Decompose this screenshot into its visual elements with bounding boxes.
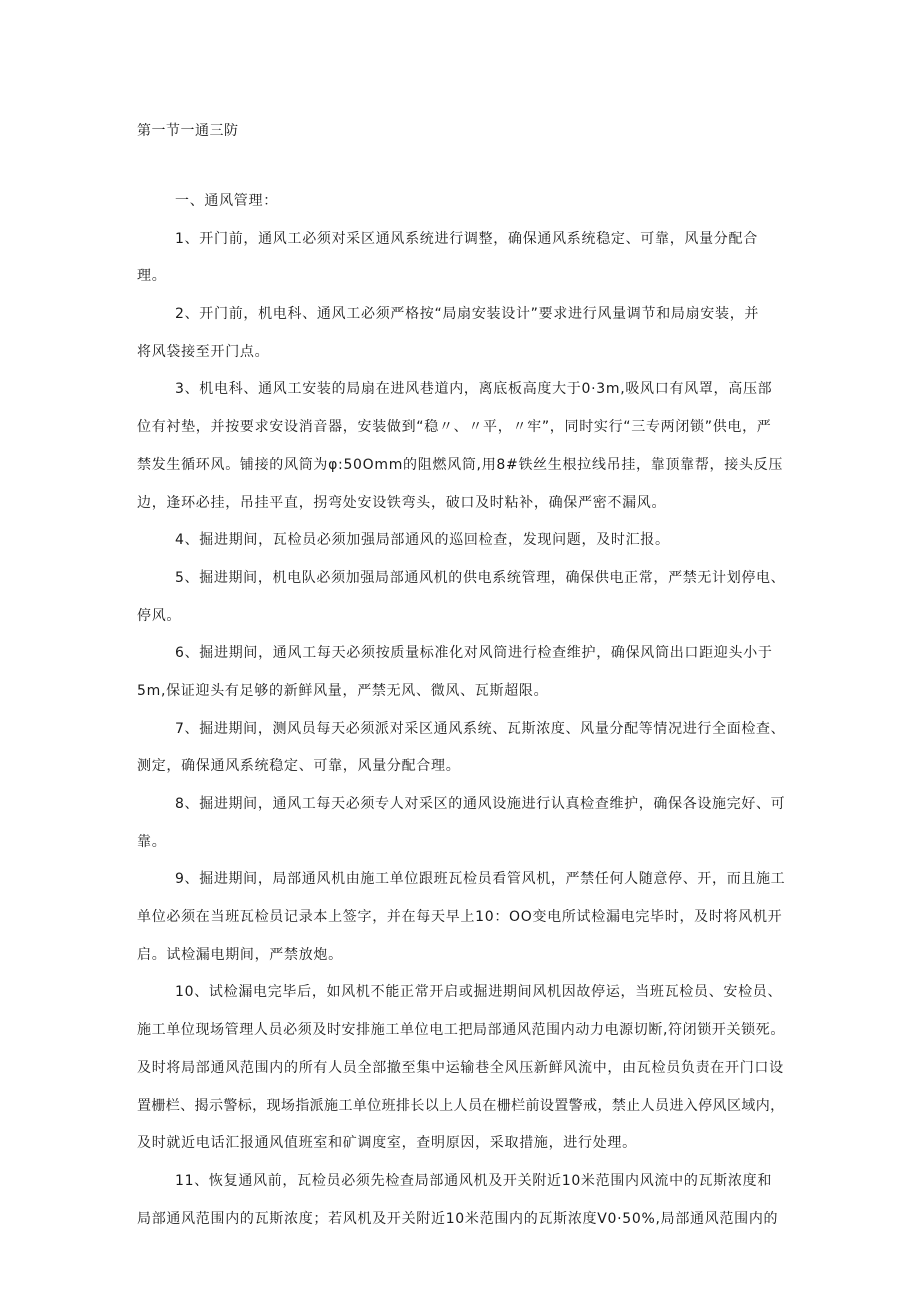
text-line: 位有衬垫，并按要求安设消音器，安装做到“稳〃、〃平，〃牢”，同时实行“三专两闭锁”供电，严 — [137, 419, 772, 436]
text-line: 置栅栏、揭示警标，现场指派施工单位班排长以上人员在栅栏前设置警戒，禁止人员进入停风区域内， — [137, 1097, 785, 1114]
text-line: 10、试检漏电完毕后，如风机不能正常开启或掘进期间风机因故停运，当班瓦检员、安检员、 — [175, 984, 783, 1001]
text-line: 靠。 — [137, 833, 167, 850]
text-line: 单位必须在当班瓦检员记录本上签字，并在每天早上10：OO变电所试检漏电完毕时，及时将风机开 — [137, 909, 783, 926]
document-body — [137, 183, 785, 1238]
text-line: 停风。 — [137, 607, 182, 624]
text-line: 5、掘进期间，机电队必须加强局部通风机的供电系统管理，确保供电正常，严禁无计划停电、 — [175, 569, 786, 586]
text-line: 理。 — [137, 268, 167, 285]
text-line: 启。试检漏电期间，严禁放炮。 — [137, 946, 343, 963]
text-line: 将风袋接至开门点。 — [137, 343, 270, 360]
text-line: 7、掘进期间，测风员每天必须派对采区通风系统、瓦斯浓度、风量分配等情况进行全面检查、 — [175, 720, 786, 737]
text-line: 3、机电科、通风工安装的局扇在进风巷道内，离底板高度大于0·3m,吸风口有风罩，高压部 — [175, 381, 773, 398]
text-line: 局部通风范围内的瓦斯浓度；若风机及开关附近10米范围内的瓦斯浓度V0·50%,局部通风范围内的 — [137, 1210, 779, 1227]
text-line: 1、开门前，通风工必须对采区通风系统进行调整，确保通风系统稳定、可靠，风量分配合 — [175, 230, 758, 247]
text-line: 测定，确保通风系统稳定、可靠，风量分配合理。 — [137, 758, 461, 775]
text-line: 4、掘进期间，瓦检员必须加强局部通风的巡回检查，发现问题，及时汇报。 — [175, 532, 670, 549]
text-line: 2、开门前，机电科、通风工必须严格按“局扇安装设计”要求进行风量调节和局扇安装，并 — [175, 306, 760, 323]
text-line: 8、掘进期间，通风工每天必须专人对采区的通风设施进行认真检查维护，确保各设施完好、可 — [175, 796, 786, 812]
text-line: 6、掘进期间，通风工每天必须按质量标准化对风筒进行检查维护，确保风筒出口距迎头小于 — [175, 645, 773, 662]
text-line: 一、通风管理： — [175, 193, 278, 209]
text-line: 11、恢复通风前，瓦检员必须先检查局部通风机及开关附近10米范围内风流中的瓦斯浓度和 — [175, 1172, 773, 1189]
section-title: 第一节一通三防 — [137, 123, 239, 139]
text-line: 9、掘进期间，局部通风机由施工单位跟班瓦检员看管风机，严禁任何人随意停、开，而且施工 — [175, 871, 786, 888]
text-line: 禁发生循环风。铺接的风筒为φ:50Omm的阻燃风筒,用8#铁丝生根拉线吊挂，靠顶靠帮，接头反压 — [137, 456, 784, 473]
text-line: 边，逢环必挂，吊挂平直，拐弯处安设铁弯头，破口及时粘补，确保严密不漏风。 — [137, 494, 667, 511]
text-line: 施工单位现场管理人员必须及时安排施工单位电工把局部通风范围内动力电源切断,符闭锁开关锁死。 — [137, 1022, 785, 1039]
text-line: 5m,保证迎头有足够的新鲜风量，严禁无风、微风、瓦斯超限。 — [137, 682, 549, 699]
text-line: 及时将局部通风范围内的所有人员全部撤至集中运输巷全风压新鲜风流中，由瓦检员负责在开门口设 — [137, 1059, 784, 1076]
text-line: 及时就近电话汇报通风值班室和矿调度室，查明原因，采取措施，进行处理。 — [137, 1135, 637, 1152]
